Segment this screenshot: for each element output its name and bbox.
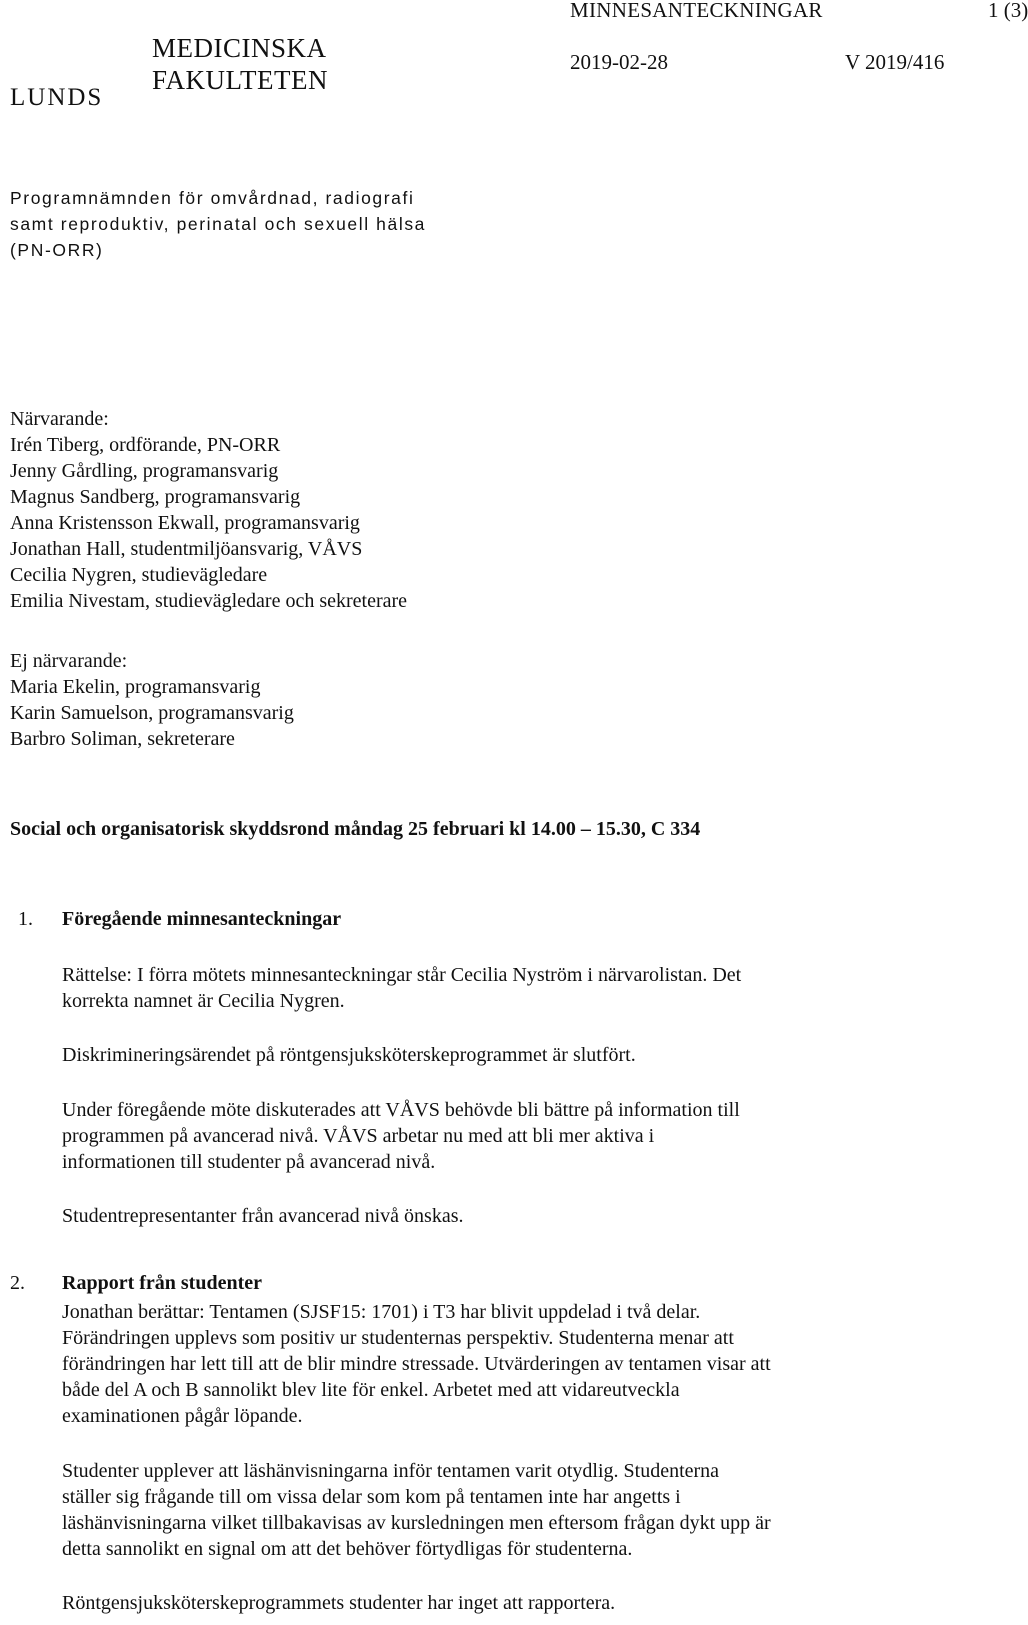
- item-number: 2.: [10, 1272, 25, 1294]
- item-paragraph: [62, 1299, 771, 1429]
- paragraph-line: informationen till studenter på avancerad nivå.: [62, 1151, 436, 1173]
- item-paragraph: [62, 1458, 771, 1562]
- paragraph-line: Jonathan berättar: Tentamen (SJSF15: 1701) i T3 har blivit uppdelad i två delar.: [62, 1301, 701, 1323]
- paragraph-line: examinationen pågår löpande.: [62, 1405, 303, 1427]
- absent-heading: Ej närvarande:: [10, 650, 128, 672]
- paragraph-line: korrekta namnet är Cecilia Nygren.: [62, 990, 345, 1012]
- item-heading: Föregående minnesanteckningar: [62, 908, 342, 930]
- committee-line: (PN-ORR): [10, 240, 104, 260]
- university-logo-text: LUNDS: [10, 84, 104, 111]
- item-heading: Rapport från studenter: [62, 1272, 262, 1294]
- page-number: 1 (3): [988, 0, 1028, 22]
- paragraph-line: både del A och B sannolikt blev lite för enkel. Arbetet med att vidareutveckla: [62, 1379, 680, 1401]
- absentee: Barbro Soliman, sekreterare: [10, 728, 235, 750]
- item-paragraph: [62, 1590, 615, 1616]
- paragraph-line: Under föregående möte diskuterades att VÅVS behövde bli bättre på information till: [62, 1099, 740, 1121]
- item-paragraph: [62, 1042, 636, 1068]
- faculty-name-line-1: MEDICINSKA: [152, 33, 327, 63]
- paragraph-line: läshänvisningarna vilket tillbakavisas av kursledningen men eftersom frågan dykt upp är: [62, 1512, 771, 1534]
- item-paragraph: [62, 1097, 740, 1175]
- meeting-title: Social och organisatorisk skyddsrond måndag 25 februari kl 14.00 – 15.30, C 334: [10, 818, 701, 840]
- document-date: 2019-02-28: [570, 50, 668, 74]
- attendee: Cecilia Nygren, studievägledare: [10, 564, 268, 586]
- item-paragraph: [62, 1203, 464, 1229]
- paragraph-line: detta sannolikt en signal om att det behöver förtydligas för studenterna.: [62, 1538, 633, 1560]
- committee-line: Programnämnden för omvårdnad, radiografi: [10, 188, 415, 208]
- attendee: Jenny Gårdling, programansvarig: [10, 460, 279, 482]
- committee-name: [10, 185, 426, 263]
- absentee: Maria Ekelin, programansvarig: [10, 676, 261, 698]
- absent-list: [10, 648, 294, 752]
- attendee: Magnus Sandberg, programansvarig: [10, 486, 301, 508]
- item-paragraph: [62, 962, 741, 1014]
- item-number: 1.: [18, 908, 33, 930]
- attendee: Irén Tiberg, ordförande, PN-ORR: [10, 434, 281, 456]
- attendee: Emilia Nivestam, studievägledare och sekreterare: [10, 590, 408, 612]
- paragraph-line: programmen på avancerad nivå. VÅVS arbetar nu med att bli mer aktiva i: [62, 1125, 655, 1147]
- paragraph-line: Röntgensjuksköterskeprogrammets studenter har inget att rapportera.: [62, 1592, 616, 1614]
- faculty-name: [152, 32, 328, 96]
- document-reference: V 2019/416: [845, 50, 945, 74]
- document-type: MINNESANTECKNINGAR: [570, 0, 823, 22]
- paragraph-line: Diskrimineringsärendet på röntgensjuksköterskeprogrammet är slutfört.: [62, 1044, 636, 1066]
- paragraph-line: Rättelse: I förra mötets minnesanteckningar står Cecilia Nyström i närvarolistan. Det: [62, 964, 742, 986]
- present-list: [10, 406, 407, 614]
- faculty-name-line-2: FAKULTETEN: [152, 65, 328, 95]
- paragraph-line: Studentrepresentanter från avancerad nivå önskas.: [62, 1205, 464, 1227]
- absentee: Karin Samuelson, programansvarig: [10, 702, 294, 724]
- committee-line: samt reproduktiv, perinatal och sexuell hälsa: [10, 214, 427, 234]
- attendee: Anna Kristensson Ekwall, programansvarig: [10, 512, 360, 534]
- attendee: Jonathan Hall, studentmiljöansvarig, VÅVS: [10, 538, 363, 560]
- paragraph-line: Studenter upplever att läshänvisningarna inför tentamen varit otydlig. Studenterna: [62, 1460, 720, 1482]
- paragraph-line: förändringen har lett till att de blir mindre stressade. Utvärderingen av tentamen visar att: [62, 1353, 771, 1375]
- present-heading: Närvarande:: [10, 408, 109, 430]
- paragraph-line: Förändringen upplevs som positiv ur studenternas perspektiv. Studenterna menar att: [62, 1327, 734, 1349]
- paragraph-line: ställer sig frågande till om vissa delar som kom på tentamen inte har angetts i: [62, 1486, 681, 1508]
